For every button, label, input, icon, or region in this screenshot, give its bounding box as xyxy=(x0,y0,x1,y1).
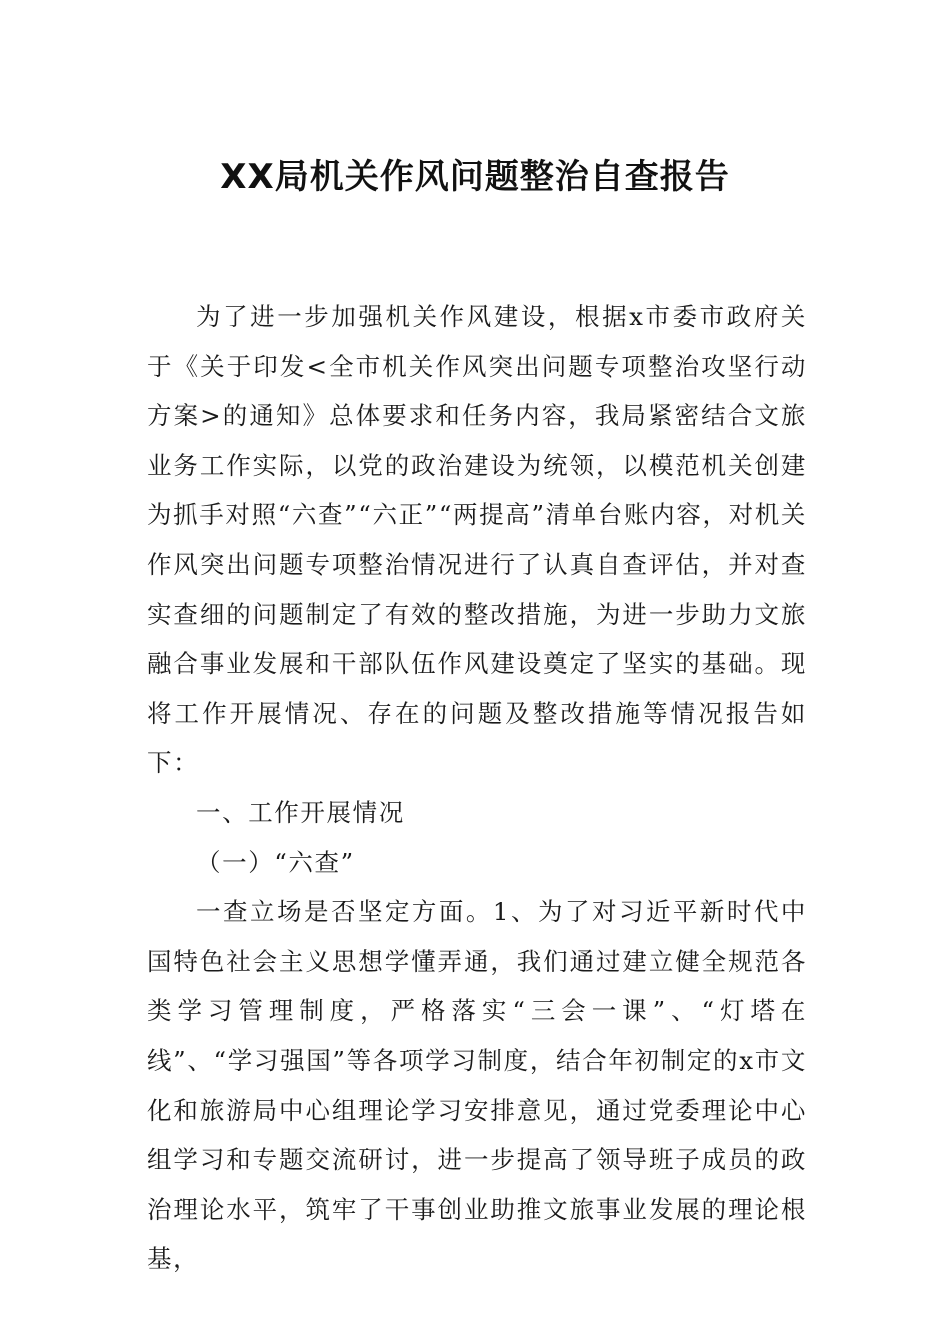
body-paragraph: 一查立场是否坚定方面。1、为了对习近平新时代中国特色社会主义思想学懂弄通，我们通过建立健全规范各类学习管理制度，严格落实“三会一课”、“灯塔在线”、“学习强国”等各项学习制度，结合年初制定的x市文化和旅游局中心组理论学习安排意见，通过党委理论中心组学习和专题交流研讨，进一步提高了领导班子成员的政治理论水平，筑牢了干事创业助推文旅事业发展的理论根基， xyxy=(147,897,807,1274)
section-heading: 一、工作开展情况 xyxy=(196,797,405,827)
subsection-heading: （一）“六查” xyxy=(196,847,355,877)
intro-paragraph: 为了进一步加强机关作风建设，根据x市委市政府关于《关于印发<全市机关作风突出问题专项整治攻坚行动方案>的通知》总体要求和任务内容，我局紧密结合文旅业务工作实际，以党的政治建设为统领，以模范机关创建为抓手对照“六查”“六正”“两提高”清单台账内容，对机关作风突出问题专项整治情况进行了认真自查评估，并对查实查细的问题制定了有效的整改措施，为进一步助力文旅融合事业发展和干部队伍作风建设奠定了坚实的基础。现将工作开展情况、存在的问题及整改措施等情况报告如下： xyxy=(147,302,807,778)
document-title: XX局机关作风问题整治自查报告 xyxy=(220,157,730,197)
document-body xyxy=(147,292,807,1284)
